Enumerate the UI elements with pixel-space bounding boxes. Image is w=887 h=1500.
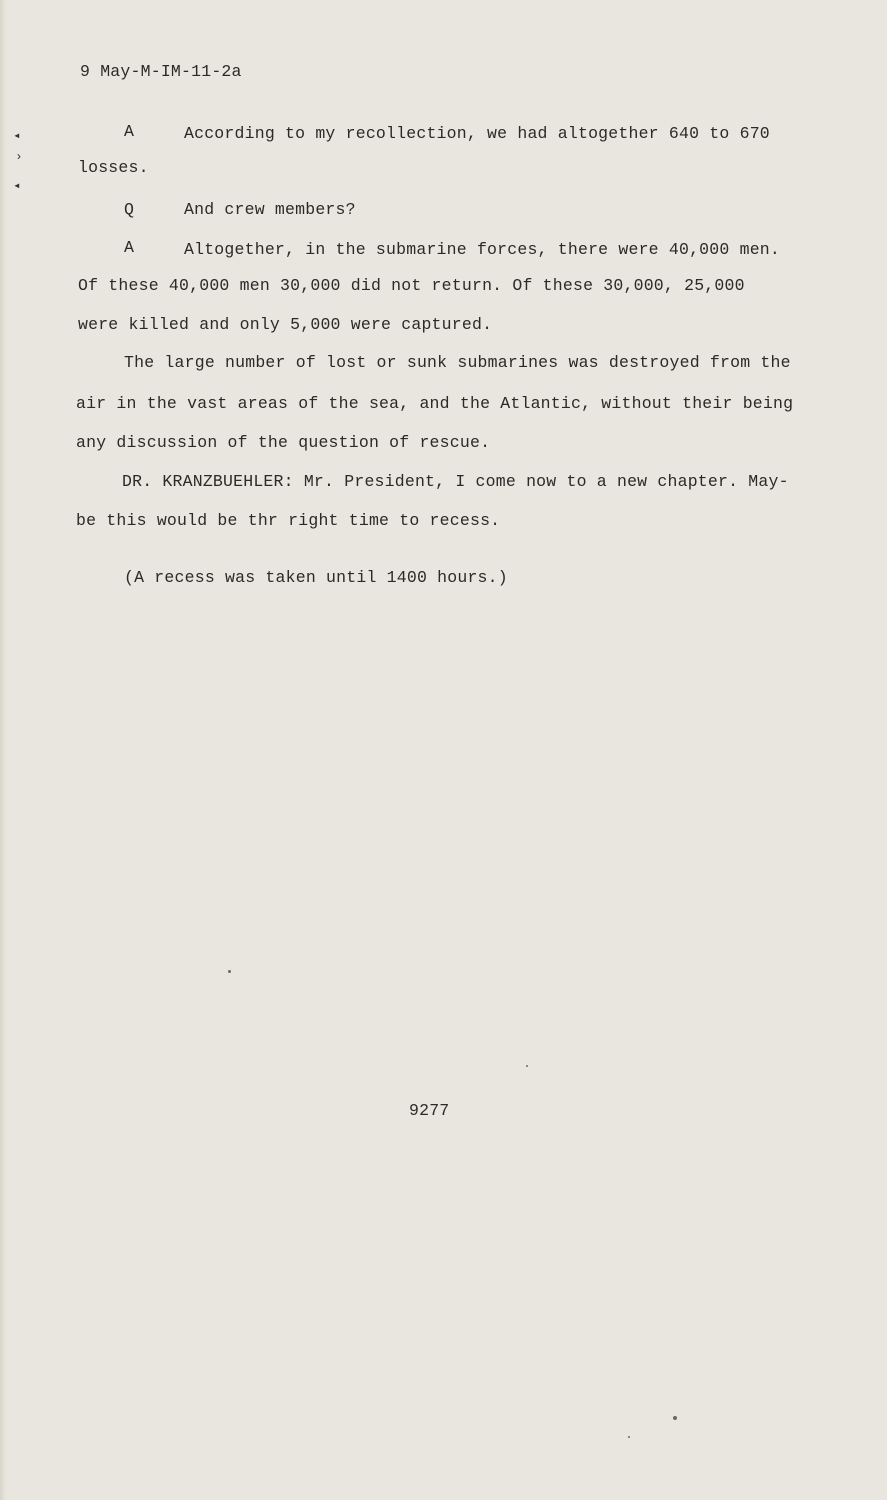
- margin-mark-icon: ◂: [13, 129, 21, 143]
- paper-speck: [673, 1416, 677, 1420]
- margin-mark-icon: ◂: [13, 179, 21, 193]
- speaker-label-answer: A: [124, 122, 135, 141]
- transcript-line: (A recess was taken until 1400 hours.): [124, 568, 508, 587]
- transcript-line: Of these 40,000 men 30,000 did not return. Of these 30,000, 25,000: [78, 276, 745, 295]
- transcript-line: And crew members?: [184, 200, 356, 219]
- transcript-line: Altogether, in the submarine forces, there were 40,000 men.: [184, 240, 780, 259]
- transcript-line: DR. KRANZBUEHLER: Mr. President, I come now to a new chapter. May-: [122, 472, 789, 491]
- speaker-label-answer: A: [124, 238, 135, 257]
- paper-speck: [526, 1065, 528, 1067]
- paper-speck: [628, 1436, 630, 1438]
- paper-speck: [228, 970, 231, 973]
- transcript-line: any discussion of the question of rescue.: [76, 433, 491, 452]
- document-header: 9 May-M-IM-11-2a: [80, 62, 242, 81]
- transcript-line: According to my recollection, we had altogether 640 to 670: [184, 124, 770, 143]
- transcript-line: be this would be thr right time to recess.: [76, 511, 501, 530]
- speaker-label-question: Q: [124, 200, 135, 219]
- margin-mark-icon: ›: [15, 150, 23, 164]
- transcript-line: The large number of lost or sunk submarines was destroyed from the: [124, 353, 791, 372]
- transcript-line: losses.: [78, 158, 149, 177]
- transcript-line: air in the vast areas of the sea, and the Atlantic, without their being: [76, 394, 794, 413]
- page-number: 9277: [409, 1101, 450, 1120]
- transcript-line: were killed and only 5,000 were captured.: [78, 315, 493, 334]
